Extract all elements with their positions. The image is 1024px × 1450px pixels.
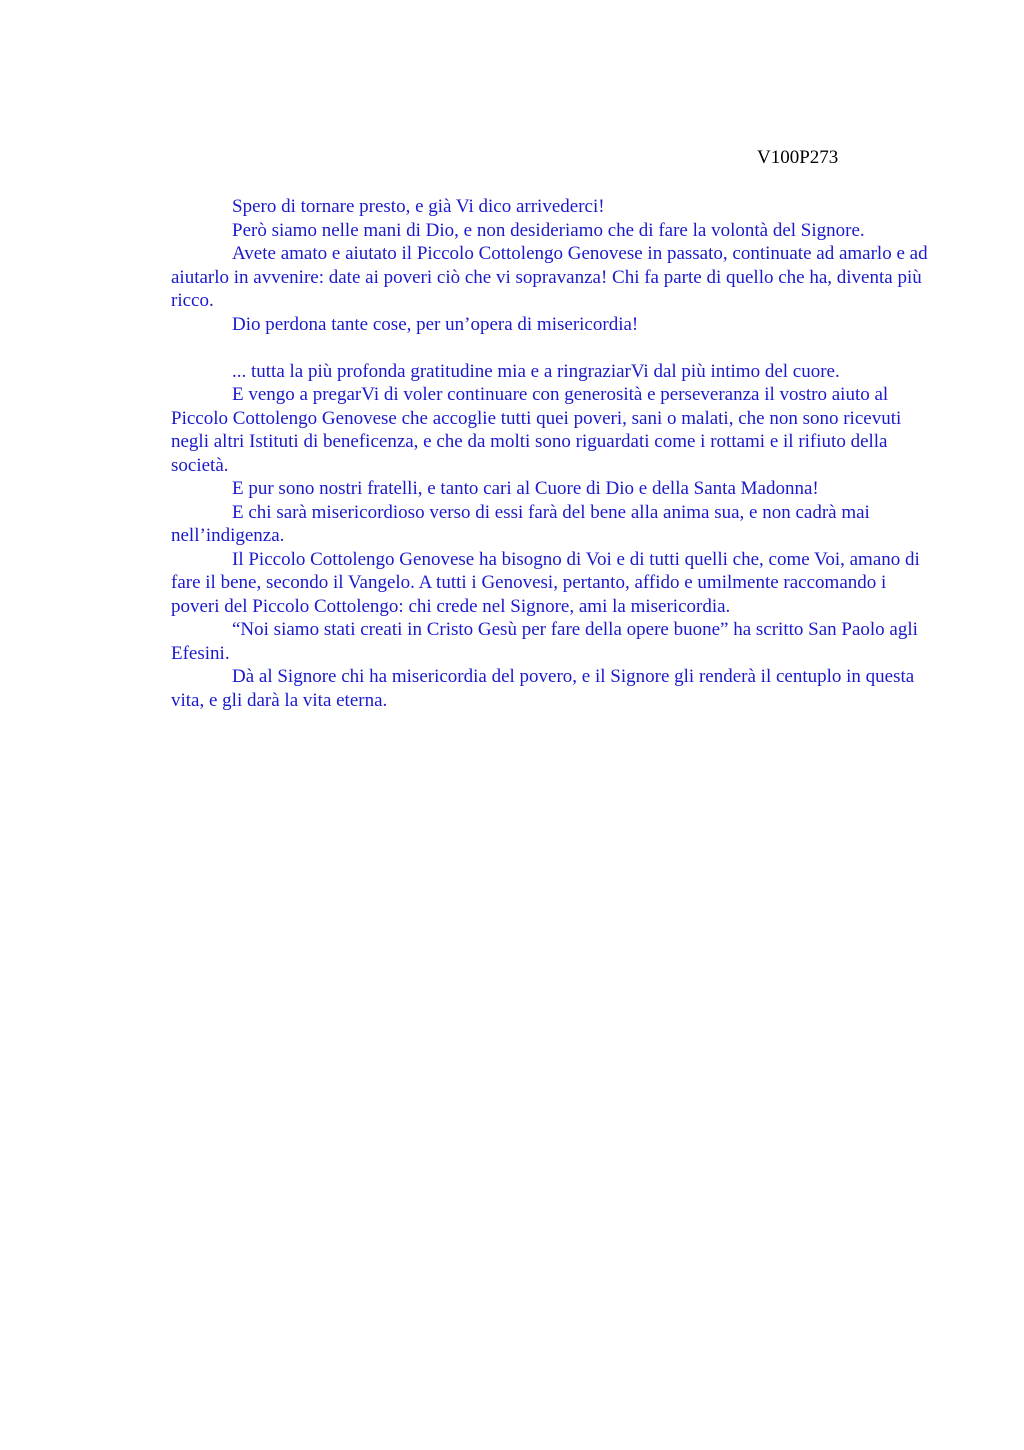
paragraph: Dio perdona tante cose, per un’opera di misericordia! <box>232 313 639 335</box>
paragraph: Spero di tornare presto, e già Vi dico arrivederci! <box>232 196 605 217</box>
paragraph: E vengo a pregarVi di voler continuare con generosità e perseveranza il vostro aiuto al Piccolo Cottolengo Genovese che accoglie tutti quei poveri, sani o malati, che non sono ricevuti negli altri Istituti di beneficenza, e che da molti sono riguardati come i rottami e il rifiuto della società. <box>171 384 902 476</box>
paragraph: Dà al Signore chi ha misericordia del povero, e il Signore gli renderà il centuplo in questa vita, e gli darà la vita eterna. <box>171 666 915 711</box>
paragraph: Il Piccolo Cottolengo Genovese ha bisogno di Voi e di tutti quelli che, come Voi, amano di fare il bene, secondo il Vangelo. A tutti i Genovesi, pertanto, affido e umilmente raccomando i poveri del Piccolo Cottolengo: chi crede nel Signore, ami la misericordia. <box>171 548 920 617</box>
paragraph: ... tutta la più profonda gratitudine mia e a ringraziarVi dal più intimo del cuore. <box>232 360 840 382</box>
paragraph: Avete amato e aiutato il Piccolo Cottolengo Genovese in passato, continuate ad amarlo e ad aiutarlo in avvenire: date ai poveri ciò che vi sopravanza! Chi fa parte di quello che ha, diventa più ricco. <box>171 243 928 311</box>
paragraph: E pur sono nostri fratelli, e tanto cari al Cuore di Dio e della Santa Madonna! <box>232 478 819 499</box>
document-code: V100P273 <box>757 147 839 168</box>
document-body <box>171 195 931 712</box>
paragraph: Però siamo nelle mani di Dio, e non desideriamo che di fare la volontà del Signore. <box>232 219 865 241</box>
paragraph: “Noi siamo stati creati in Cristo Gesù per fare della opere buone” ha scritto San Paolo agli Efesini. <box>171 619 918 664</box>
paragraph-spacer <box>171 336 931 360</box>
paragraph: E chi sarà misericordioso verso di essi farà del bene alla anima sua, e non cadrà mai nell’indigenza. <box>171 501 870 546</box>
